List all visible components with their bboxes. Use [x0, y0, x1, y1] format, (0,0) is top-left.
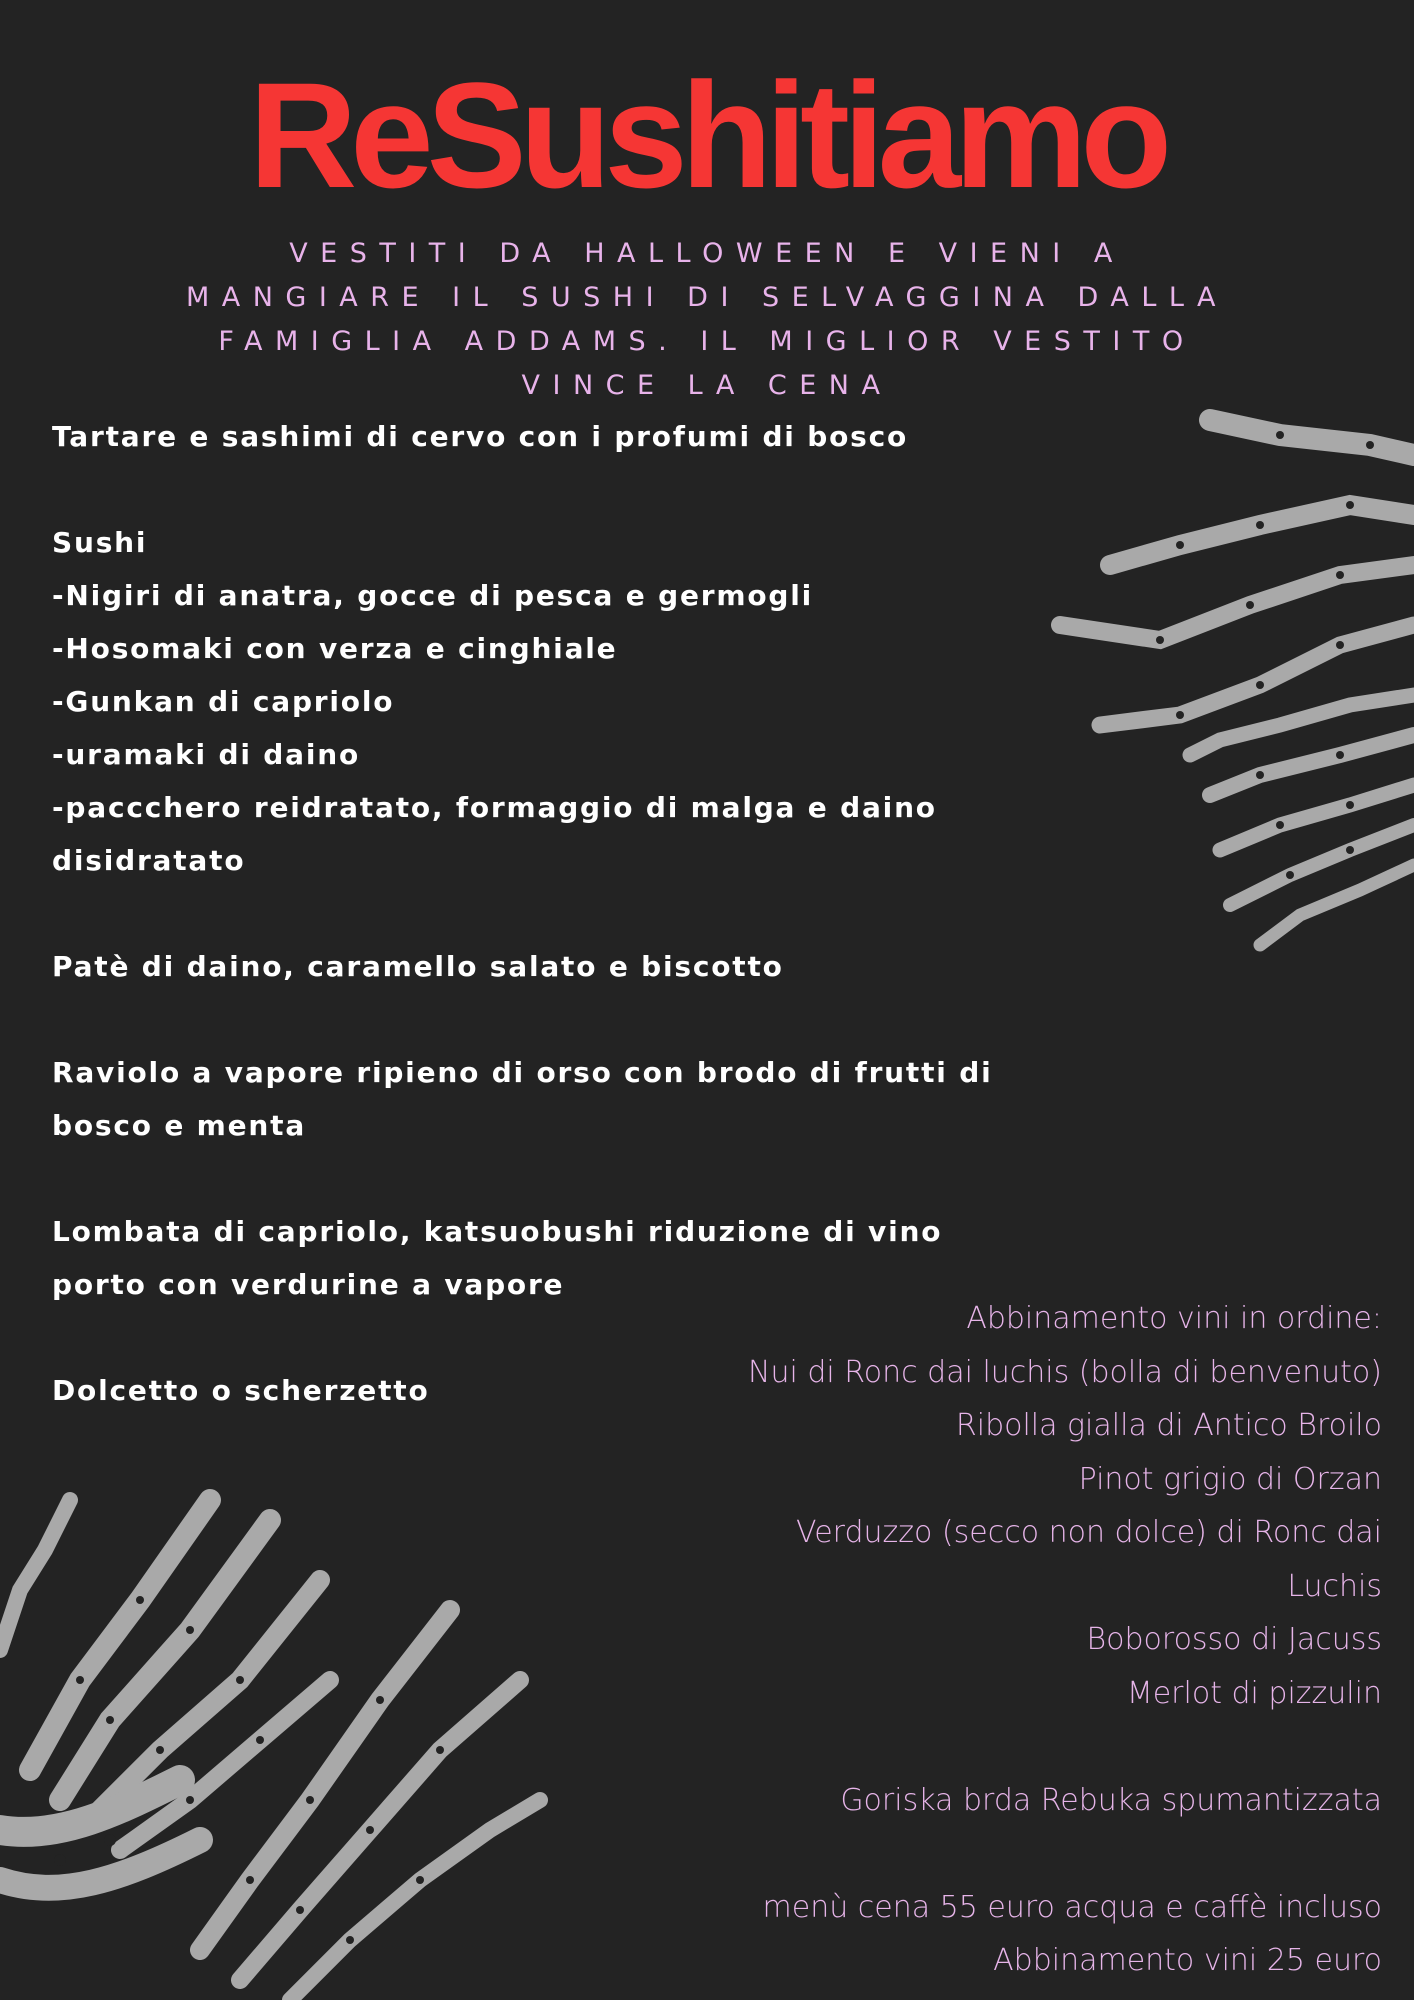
skeleton-hand-icon [0, 1480, 560, 2000]
menu-section-sushi: Sushi [52, 526, 148, 559]
spacer [52, 463, 1092, 516]
price-wine-pairing: Abbinamento vini 25 euro [993, 1943, 1382, 1978]
spacer [52, 993, 1092, 1046]
wine-item: Nui di Ronc dai luchis (bolla di benvenuto) [748, 1354, 1382, 1390]
menu-item-raviolo: Raviolo a vapore ripieno di orso con brodo di frutti di [52, 1056, 993, 1089]
sushi-item: -Hosomaki con verza e cinghiale [52, 632, 618, 665]
sushi-item-continuation: disidratato [52, 844, 246, 877]
price-dinner: menù cena 55 euro acqua e caffè incluso [762, 1889, 1382, 1925]
spacer [622, 1720, 1382, 1774]
sushi-item: -Gunkan di capriolo [52, 685, 395, 718]
wine-heading: Abbinamento vini in ordine: [966, 1301, 1382, 1336]
wine-item: Verduzzo (secco non dolce) di Ronc dai [796, 1515, 1382, 1550]
menu-item-pate: Patè di daino, caramello salato e biscotto [52, 950, 784, 983]
menu-item-raviolo-continuation: bosco e menta [52, 1109, 307, 1142]
sushi-item: -uramaki di daino [52, 738, 360, 771]
event-description [100, 232, 1314, 408]
wine-item: Merlot di pizzulin [1126, 1675, 1382, 1711]
menu-item-lombata-continuation: porto con verdurine a vapore [52, 1268, 565, 1301]
description-line: VESTITI DA HALLOWEEN E VIENI A [289, 238, 1125, 269]
description-line: FAMIGLIA ADDAMS. IL MIGLIOR VESTITO [218, 326, 1196, 357]
wine-item: Pinot grigio di Orzan [1078, 1461, 1382, 1497]
wine-item: Boborosso di Jacuss [1086, 1622, 1382, 1657]
sushi-item: -Nigiri di anatra, gocce di pesca e germogli [52, 579, 814, 612]
skeleton-hand-icon [1040, 395, 1414, 985]
wine-extra: Goriska brda Rebuka spumantizzata [840, 1782, 1382, 1818]
menu-item-dolcetto: Dolcetto o scherzetto [52, 1374, 430, 1407]
spacer [622, 1827, 1382, 1881]
wine-pairing [622, 1292, 1382, 1988]
sushi-item: -paccchero reidratato, formaggio di malga e daino [52, 791, 937, 824]
description-line: VINCE LA CENA [521, 370, 893, 401]
spacer [52, 1152, 1092, 1205]
spacer [52, 887, 1092, 940]
menu-item-tartare: Tartare e sashimi di cervo con i profumi di bosco [52, 420, 909, 453]
description-line: MANGIARE IL SUSHI DI SELVAGGINA DALLA [185, 282, 1229, 313]
wine-item: Ribolla gialla di Antico Broilo [955, 1408, 1382, 1443]
menu-item-lombata: Lombata di capriolo, katsuobushi riduzione di vino [52, 1215, 943, 1248]
menu-list [52, 410, 1092, 1417]
wine-item: Luchis [1287, 1568, 1382, 1604]
poster-title: ReSushitiamo [248, 51, 1166, 219]
